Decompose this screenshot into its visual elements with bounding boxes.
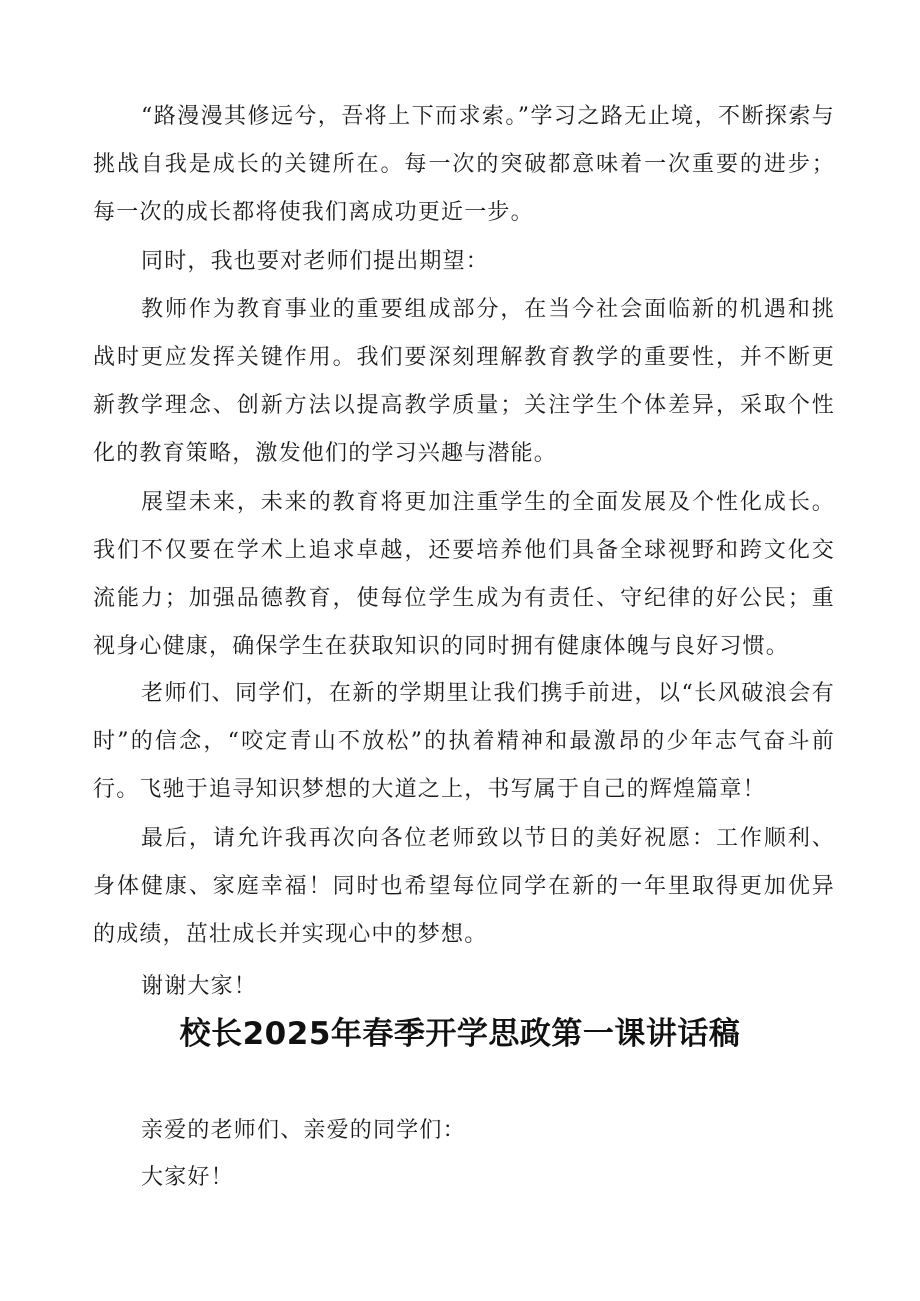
paragraph-teacher-expectation-intro: 同时，我也要对老师们提出期望： bbox=[141, 249, 490, 274]
paragraph-teacher-role: 教师作为教育事业的重要组成部分，在当今社会面临新的机遇和挑战时更应发挥关键作用。我们要深刻理解教育教学的重要性，并不断更新教学理念、创新方法以提高教学质量；关注学生个体差异，采取个性化的教育策略，激发他们的学习兴趣与潜能。 bbox=[93, 297, 835, 466]
paragraph-closing-wishes: 最后，请允许我再次向各位老师致以节日的美好祝愿：工作顺利、身体健康、家庭幸福！同时也希望每位同学在新的一年里取得更加优异的成绩，茁壮成长并实现心中的梦想。 bbox=[93, 826, 835, 947]
paragraph-greeting: 亲爱的老师们、亲爱的同学们： bbox=[141, 1118, 466, 1143]
section-title: 校长2025年春季开学思政第一课讲话稿 bbox=[179, 1016, 741, 1052]
paragraph-call-to-action: 老师们、同学们，在新的学期里让我们携手前进，以“长风破浪会有时”的信念，“咬定青山不放松”的执着精神和最激昂的少年志气奋斗前行。飞驰于追寻知识梦想的大道之上，书写属于自己的辉煌篇章！ bbox=[93, 681, 835, 802]
paragraph-future-outlook: 展望未来，未来的教育将更加注重学生的全面发展及个性化成长。我们不仅要在学术上追求卓越，还要培养他们具备全球视野和跨文化交流能力；加强品德教育，使每位学生成为有责任、守纪律的好公民；重视身心健康，确保学生在获取知识的同时拥有健康体魄与良好习惯。 bbox=[93, 490, 835, 659]
paragraph-salutation: 大家好！ bbox=[141, 1165, 234, 1190]
paragraph-quote-learning: “路漫漫其修远兮，吾将上下而求索。”学习之路无止境，不断探索与挑战自我是成长的关键所在。每一次的突破都意味着一次重要的进步；每一次的成长都将使我们离成功更近一步。 bbox=[93, 104, 835, 225]
paragraph-thanks: 谢谢大家！ bbox=[141, 974, 258, 999]
